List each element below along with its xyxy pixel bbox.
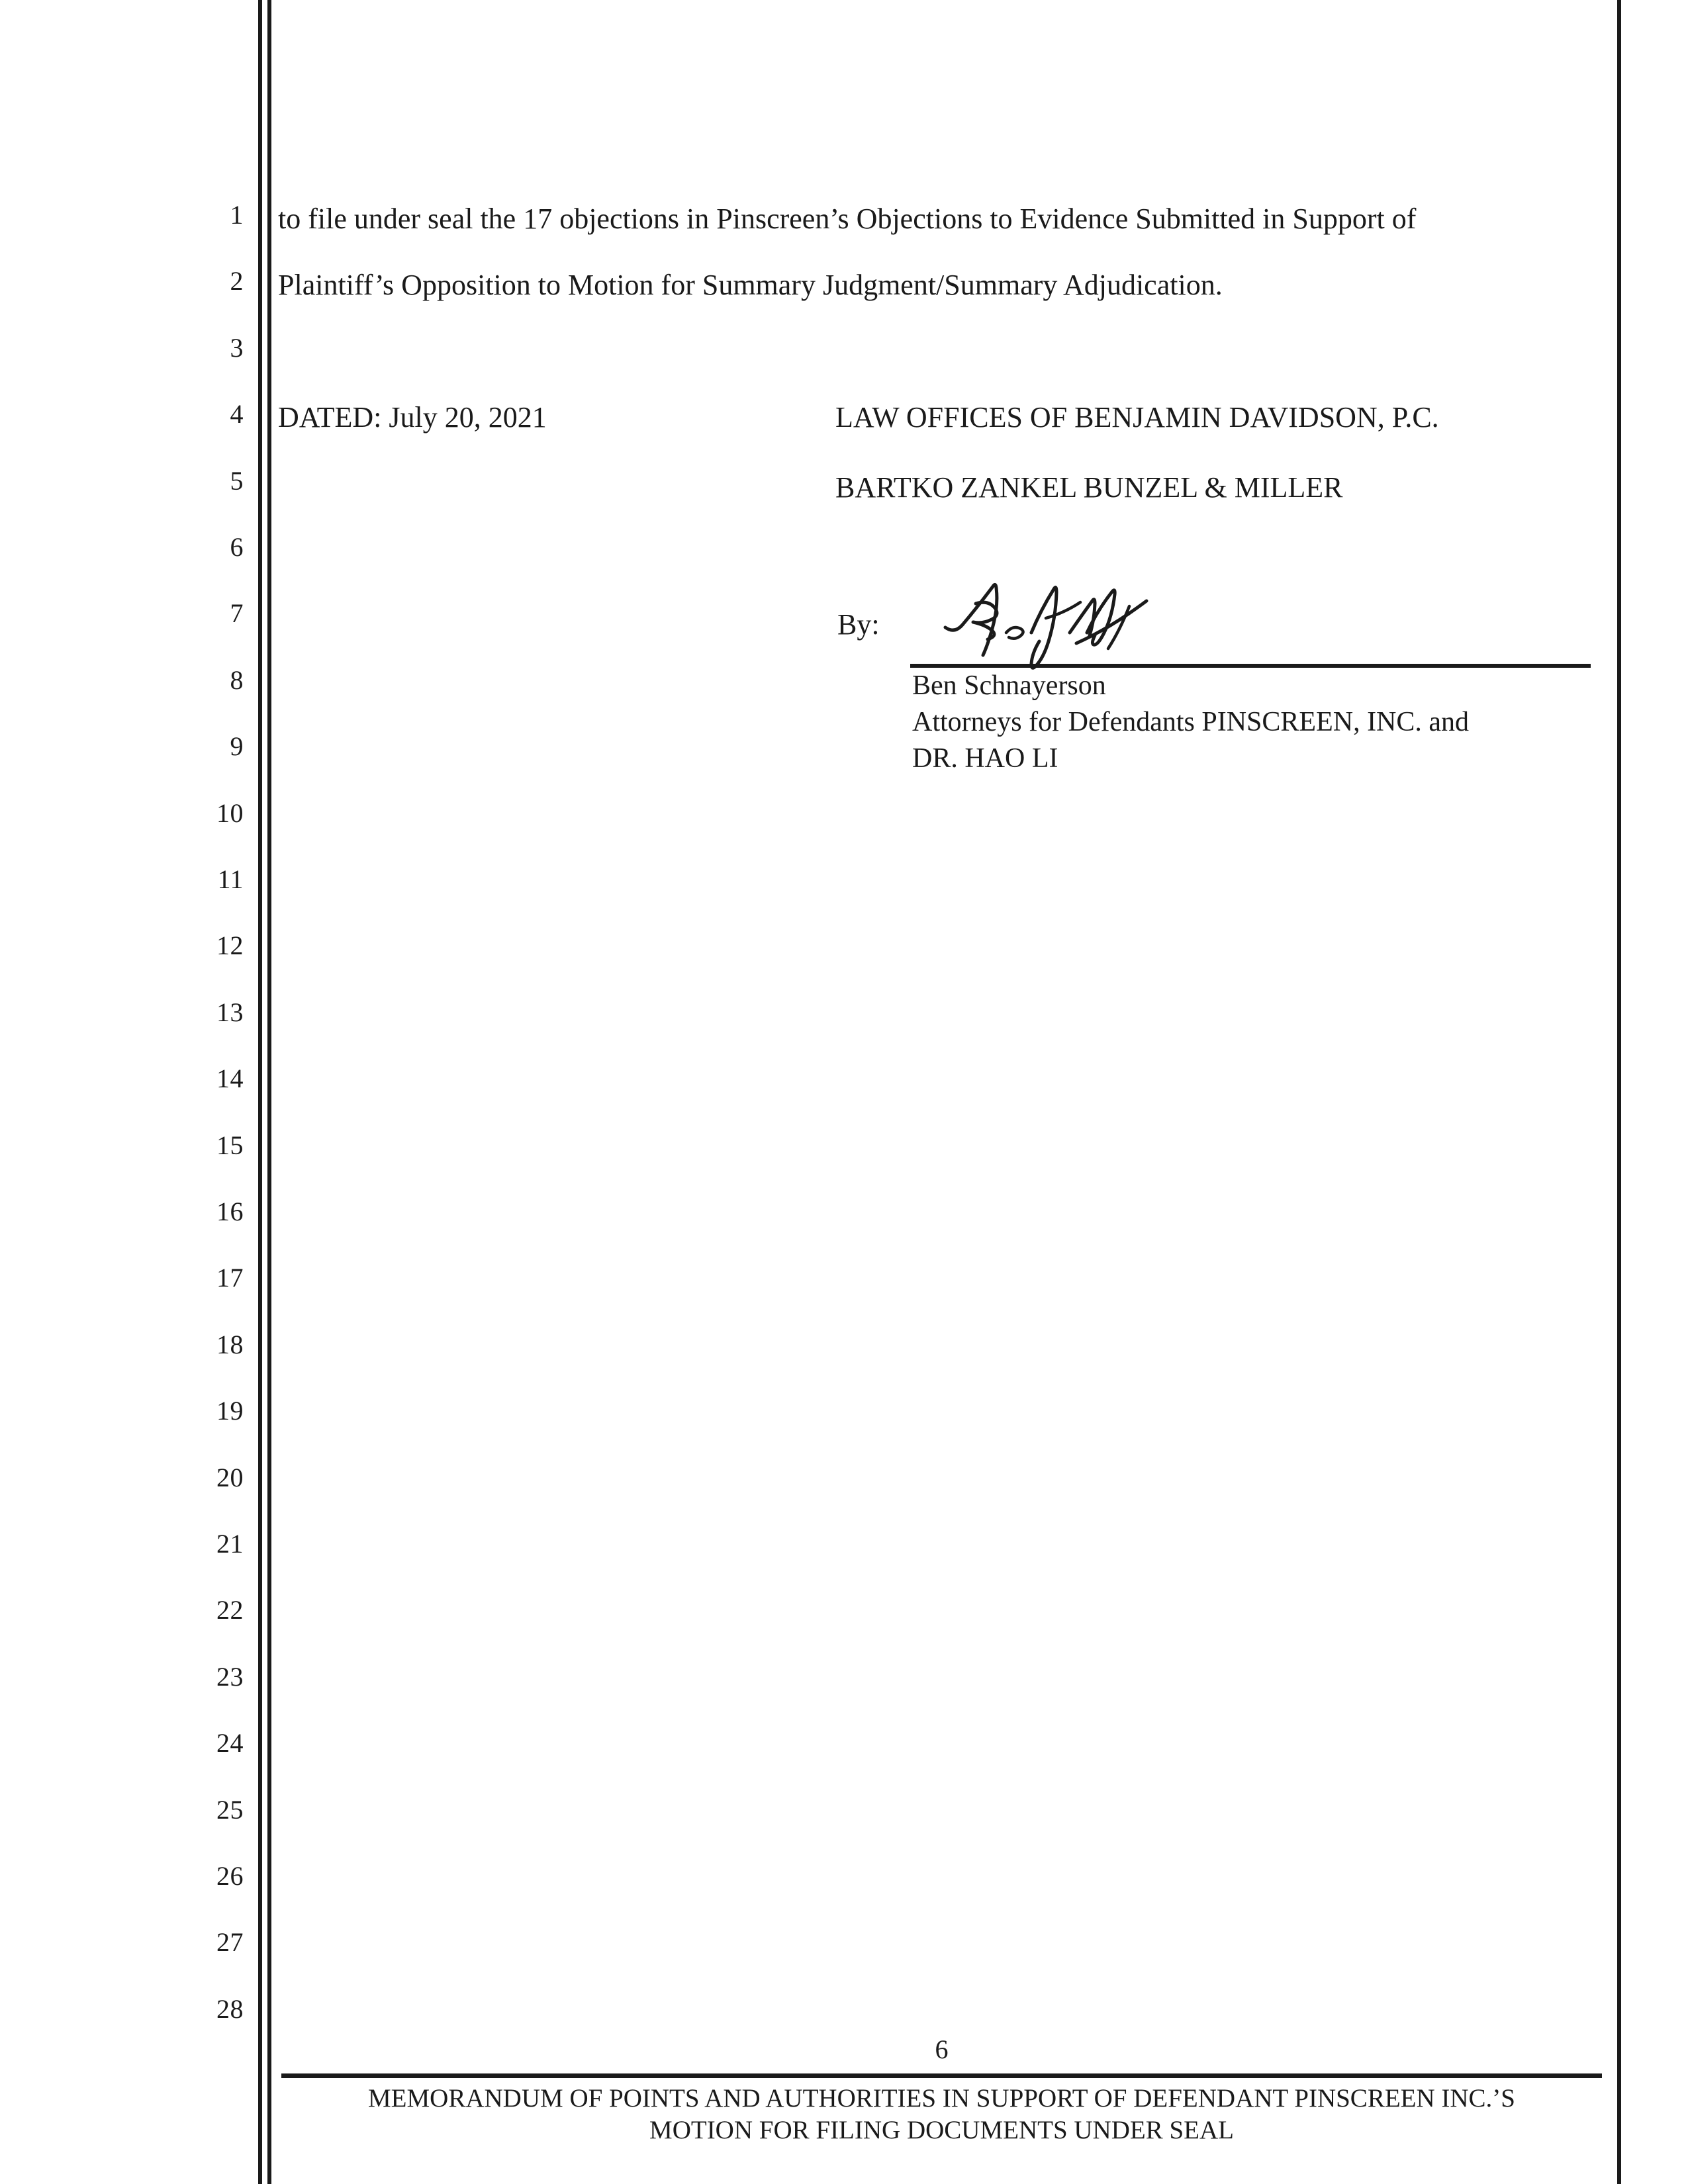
line-number-14: 14 xyxy=(216,1064,244,1094)
document-body xyxy=(278,0,1605,2184)
line-number-21: 21 xyxy=(216,1529,244,1559)
firm-name-line-2: BARTKO ZANKEL BUNZEL & MILLER xyxy=(835,471,1343,504)
signature-line xyxy=(910,664,1591,668)
line-number-1: 1 xyxy=(230,200,244,230)
footer-caption-line-2: MOTION FOR FILING DOCUMENTS UNDER SEAL xyxy=(649,2116,1234,2144)
line-number-12: 12 xyxy=(216,931,244,961)
line-number-25: 25 xyxy=(216,1794,244,1825)
line-number-27: 27 xyxy=(216,1927,244,1958)
representation-line-2: DR. HAO LI xyxy=(912,743,1058,774)
line-number-16: 16 xyxy=(216,1197,244,1226)
line-number-5: 5 xyxy=(230,465,244,496)
line-number-23: 23 xyxy=(216,1661,244,1692)
line-number-8: 8 xyxy=(230,664,244,695)
by-label: By: xyxy=(837,608,880,641)
representation-line-1: Attorneys for Defendants PINSCREEN, INC. and xyxy=(912,707,1470,737)
line-number-28: 28 xyxy=(216,1993,244,2024)
line-number-20: 20 xyxy=(216,1462,244,1492)
line-number-10: 10 xyxy=(216,797,244,828)
line-number-15: 15 xyxy=(216,1130,244,1160)
handwritten-signature xyxy=(940,569,1218,675)
pleading-rule-left-inner xyxy=(267,0,271,2184)
line-number-6: 6 xyxy=(230,532,244,562)
page-number: 6 xyxy=(935,2034,949,2064)
line-number-11: 11 xyxy=(217,864,244,894)
line-number-2: 2 xyxy=(230,266,244,296)
line-number-19: 19 xyxy=(216,1396,244,1426)
footer-caption-line-1: MEMORANDUM OF POINTS AND AUTHORITIES IN SUPPORT OF DEFENDANT PINSCREEN INC.’S xyxy=(368,2084,1515,2113)
line-number-3: 3 xyxy=(230,332,244,363)
body-paragraph-line-2: Plaintiff’s Opposition to Motion for Summary Judgment/Summary Adjudication. xyxy=(278,269,1223,301)
line-number-13: 13 xyxy=(216,997,244,1027)
body-paragraph-line-1: to file under seal the 17 objections in Pinscreen’s Objections to Evidence Submitted in Support of xyxy=(278,203,1417,235)
line-number-gutter xyxy=(0,0,244,2184)
footer-divider xyxy=(281,2073,1602,2078)
line-number-22: 22 xyxy=(216,1595,244,1625)
line-number-24: 24 xyxy=(216,1728,244,1758)
line-number-26: 26 xyxy=(216,1861,244,1891)
line-number-7: 7 xyxy=(230,598,244,629)
pleading-rule-left-outer xyxy=(258,0,262,2184)
line-number-17: 17 xyxy=(216,1263,244,1293)
line-number-4: 4 xyxy=(230,399,244,430)
firm-name-line-1: LAW OFFICES OF BENJAMIN DAVIDSON, P.C. xyxy=(835,401,1439,433)
pleading-rule-right xyxy=(1617,0,1621,2184)
line-number-18: 18 xyxy=(216,1329,244,1359)
line-number-9: 9 xyxy=(230,731,244,762)
dated-label: DATED: July 20, 2021 xyxy=(278,401,547,433)
signer-name: Ben Schnayerson xyxy=(912,670,1106,701)
